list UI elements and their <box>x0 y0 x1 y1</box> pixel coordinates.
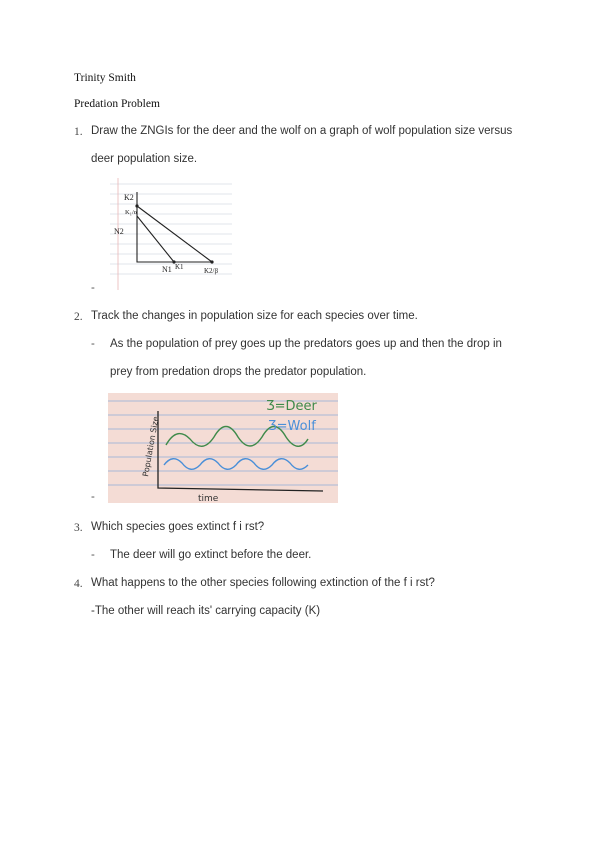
label-n1: N1 <box>162 265 172 274</box>
question-3-answer: The deer will go extinct before the deer. <box>110 549 312 561</box>
label-k1-over-alpha: K₁/α <box>125 209 138 216</box>
question-4-answer: -The other will reach its' carrying capacity (K) <box>91 605 321 617</box>
question-3-number: 3. <box>74 522 83 534</box>
question-4-number: 4. <box>74 578 83 590</box>
population-oscillation-figure <box>108 393 338 503</box>
legend-deer: Ʒ=Deer <box>266 399 317 414</box>
x-axis-label: time <box>198 494 219 503</box>
question-3-answer-dash: - <box>91 549 95 561</box>
label-k2-over-beta: K2/β <box>204 267 219 275</box>
question-1-text-line1: Draw the ZNGIs for the deer and the wolf on a graph of wolf population size versus <box>91 125 513 137</box>
question-2-answer-line1: As the population of prey goes up the predators goes up and then the drop in <box>110 338 502 350</box>
figure-2-dash: - <box>91 491 95 503</box>
label-k2: K2 <box>124 193 134 202</box>
question-4-text: What happens to the other species following extinction of the f i rst? <box>91 577 435 589</box>
question-2-text: Track the changes in population size for each species over time. <box>91 310 418 322</box>
zngi-sketch-figure <box>110 178 232 290</box>
question-1-number: 1. <box>74 126 83 138</box>
question-3-text: Which species goes extinct f i rst? <box>91 521 265 533</box>
document-title: Predation Problem <box>74 98 160 110</box>
y-axis-label: Population Size <box>141 415 161 478</box>
question-2-answer-dash: - <box>91 338 95 350</box>
label-n2: N2 <box>114 227 124 236</box>
question-2-number: 2. <box>74 311 83 323</box>
question-2-answer-line2: prey from predation drops the predator population. <box>110 366 367 378</box>
author-name: Trinity Smith <box>74 72 136 84</box>
legend-wolf: Ʒ=Wolf <box>268 419 316 434</box>
question-1-text-line2: deer population size. <box>91 153 198 165</box>
label-k1: K1 <box>175 263 184 271</box>
figure-1-dash: - <box>91 282 95 294</box>
